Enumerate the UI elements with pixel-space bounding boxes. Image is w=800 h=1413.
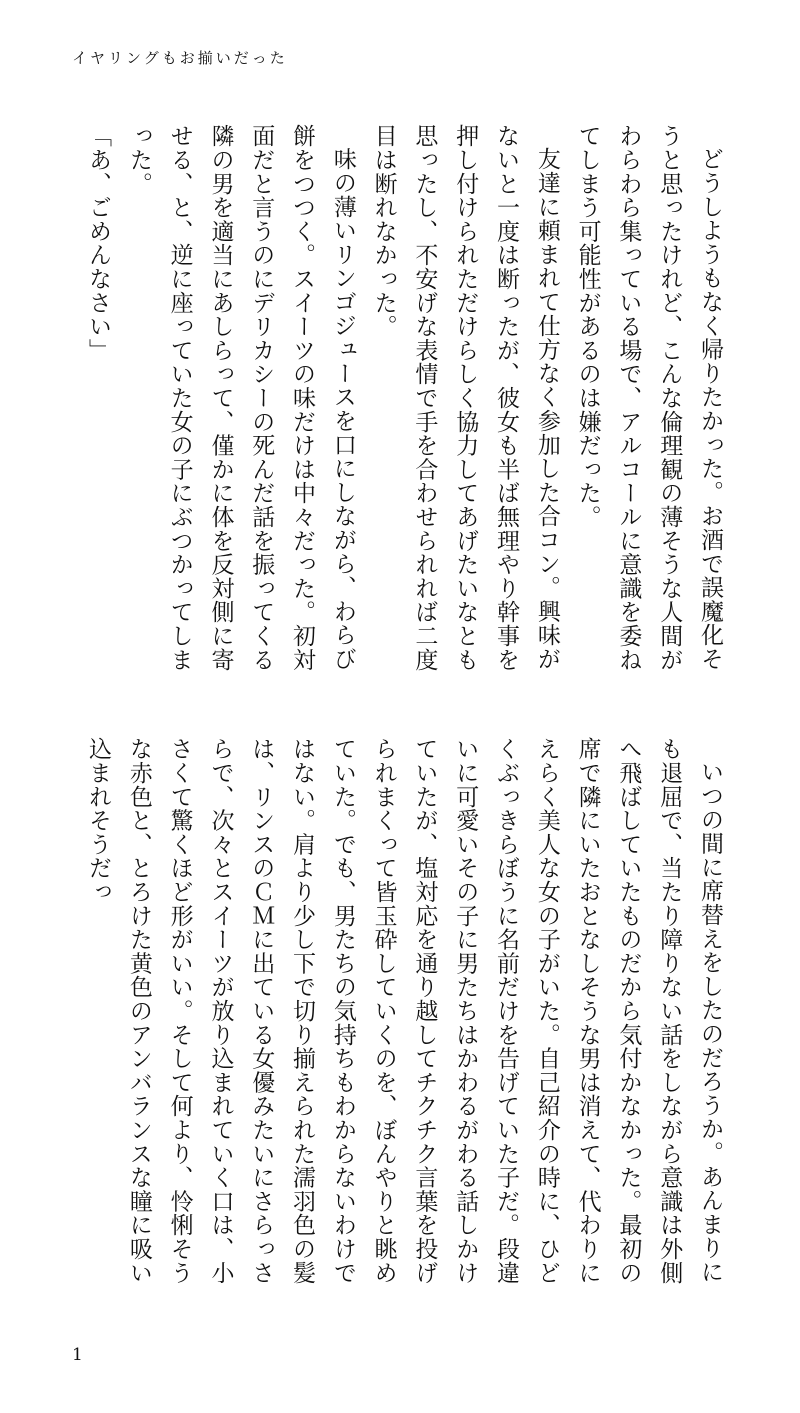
paragraph: 友達に頼まれて仕方なく参加した合コン。興味がないと一度は断ったが、彼女も半ば無理やり幹事を押し付けられただけらしく協力してあげたいなとも思ったし、不安げな表情で手を合わせられれば二度目は断れなかった。 (370, 124, 560, 672)
paragraph: いつの間に席替えをしたのだろうか。あんまりにも退屈で、当たり障りない話をしながら意識は外側へ飛ばしていたものだから気付かなかった。最初の席で隣にいたおとなしそうな男は消えて、代わりにえらく美人な女の子がいた。自己紹介の時に、ひどくぶっきらぼうに名前だけを告げていた子だ。段違いに可愛いその子に男たちはかわるがわる話しかけていたが、塩対応を通り越してチクチク言葉を投げられまくって皆玉砕していくのを、ぼんやりと眺めていた。でも、男たちの気持ちもわからないわけではない。肩より少し下で切り揃えられた濡羽色の髪は、リンスのＣＭに出ている女優みたいにさらっさらで、次々とスイーツが放り込まれていく口は、小さくて驚くほど形がいい。そして何より、怜悧そうな赤色と、とろけた黄色のアンバランスな瞳に吸い込まれそうだっ (85, 737, 723, 1285)
page-number: 1 (72, 1345, 83, 1365)
running-title: イヤリングもお揃いだった (72, 49, 288, 67)
text-block-upper (65, 124, 730, 684)
text-block-lower (65, 737, 730, 1297)
dialogue-line: 「あ、ごめんなさい」 (85, 124, 112, 362)
paragraph: どうしようもなく帰りたかった。お酒で誤魔化そうと思ったけれど、こんな倫理観の薄そうな人間がわらわら集っている場で、アルコールに意識を委ねてしまう可能性があるのは嫌だった。 (574, 124, 723, 672)
paragraph: 味の薄いリンゴジュースを口にしながら、わらび餅をつつく。スイーツの味だけは中々だった。初対面だと言うのにデリカシーの死んだ話を振ってくる隣の男を適当にあしらって、僅かに体を反対側に寄せる、と、逆に座っていた女の子にぶつかってしまった。 (125, 124, 356, 672)
